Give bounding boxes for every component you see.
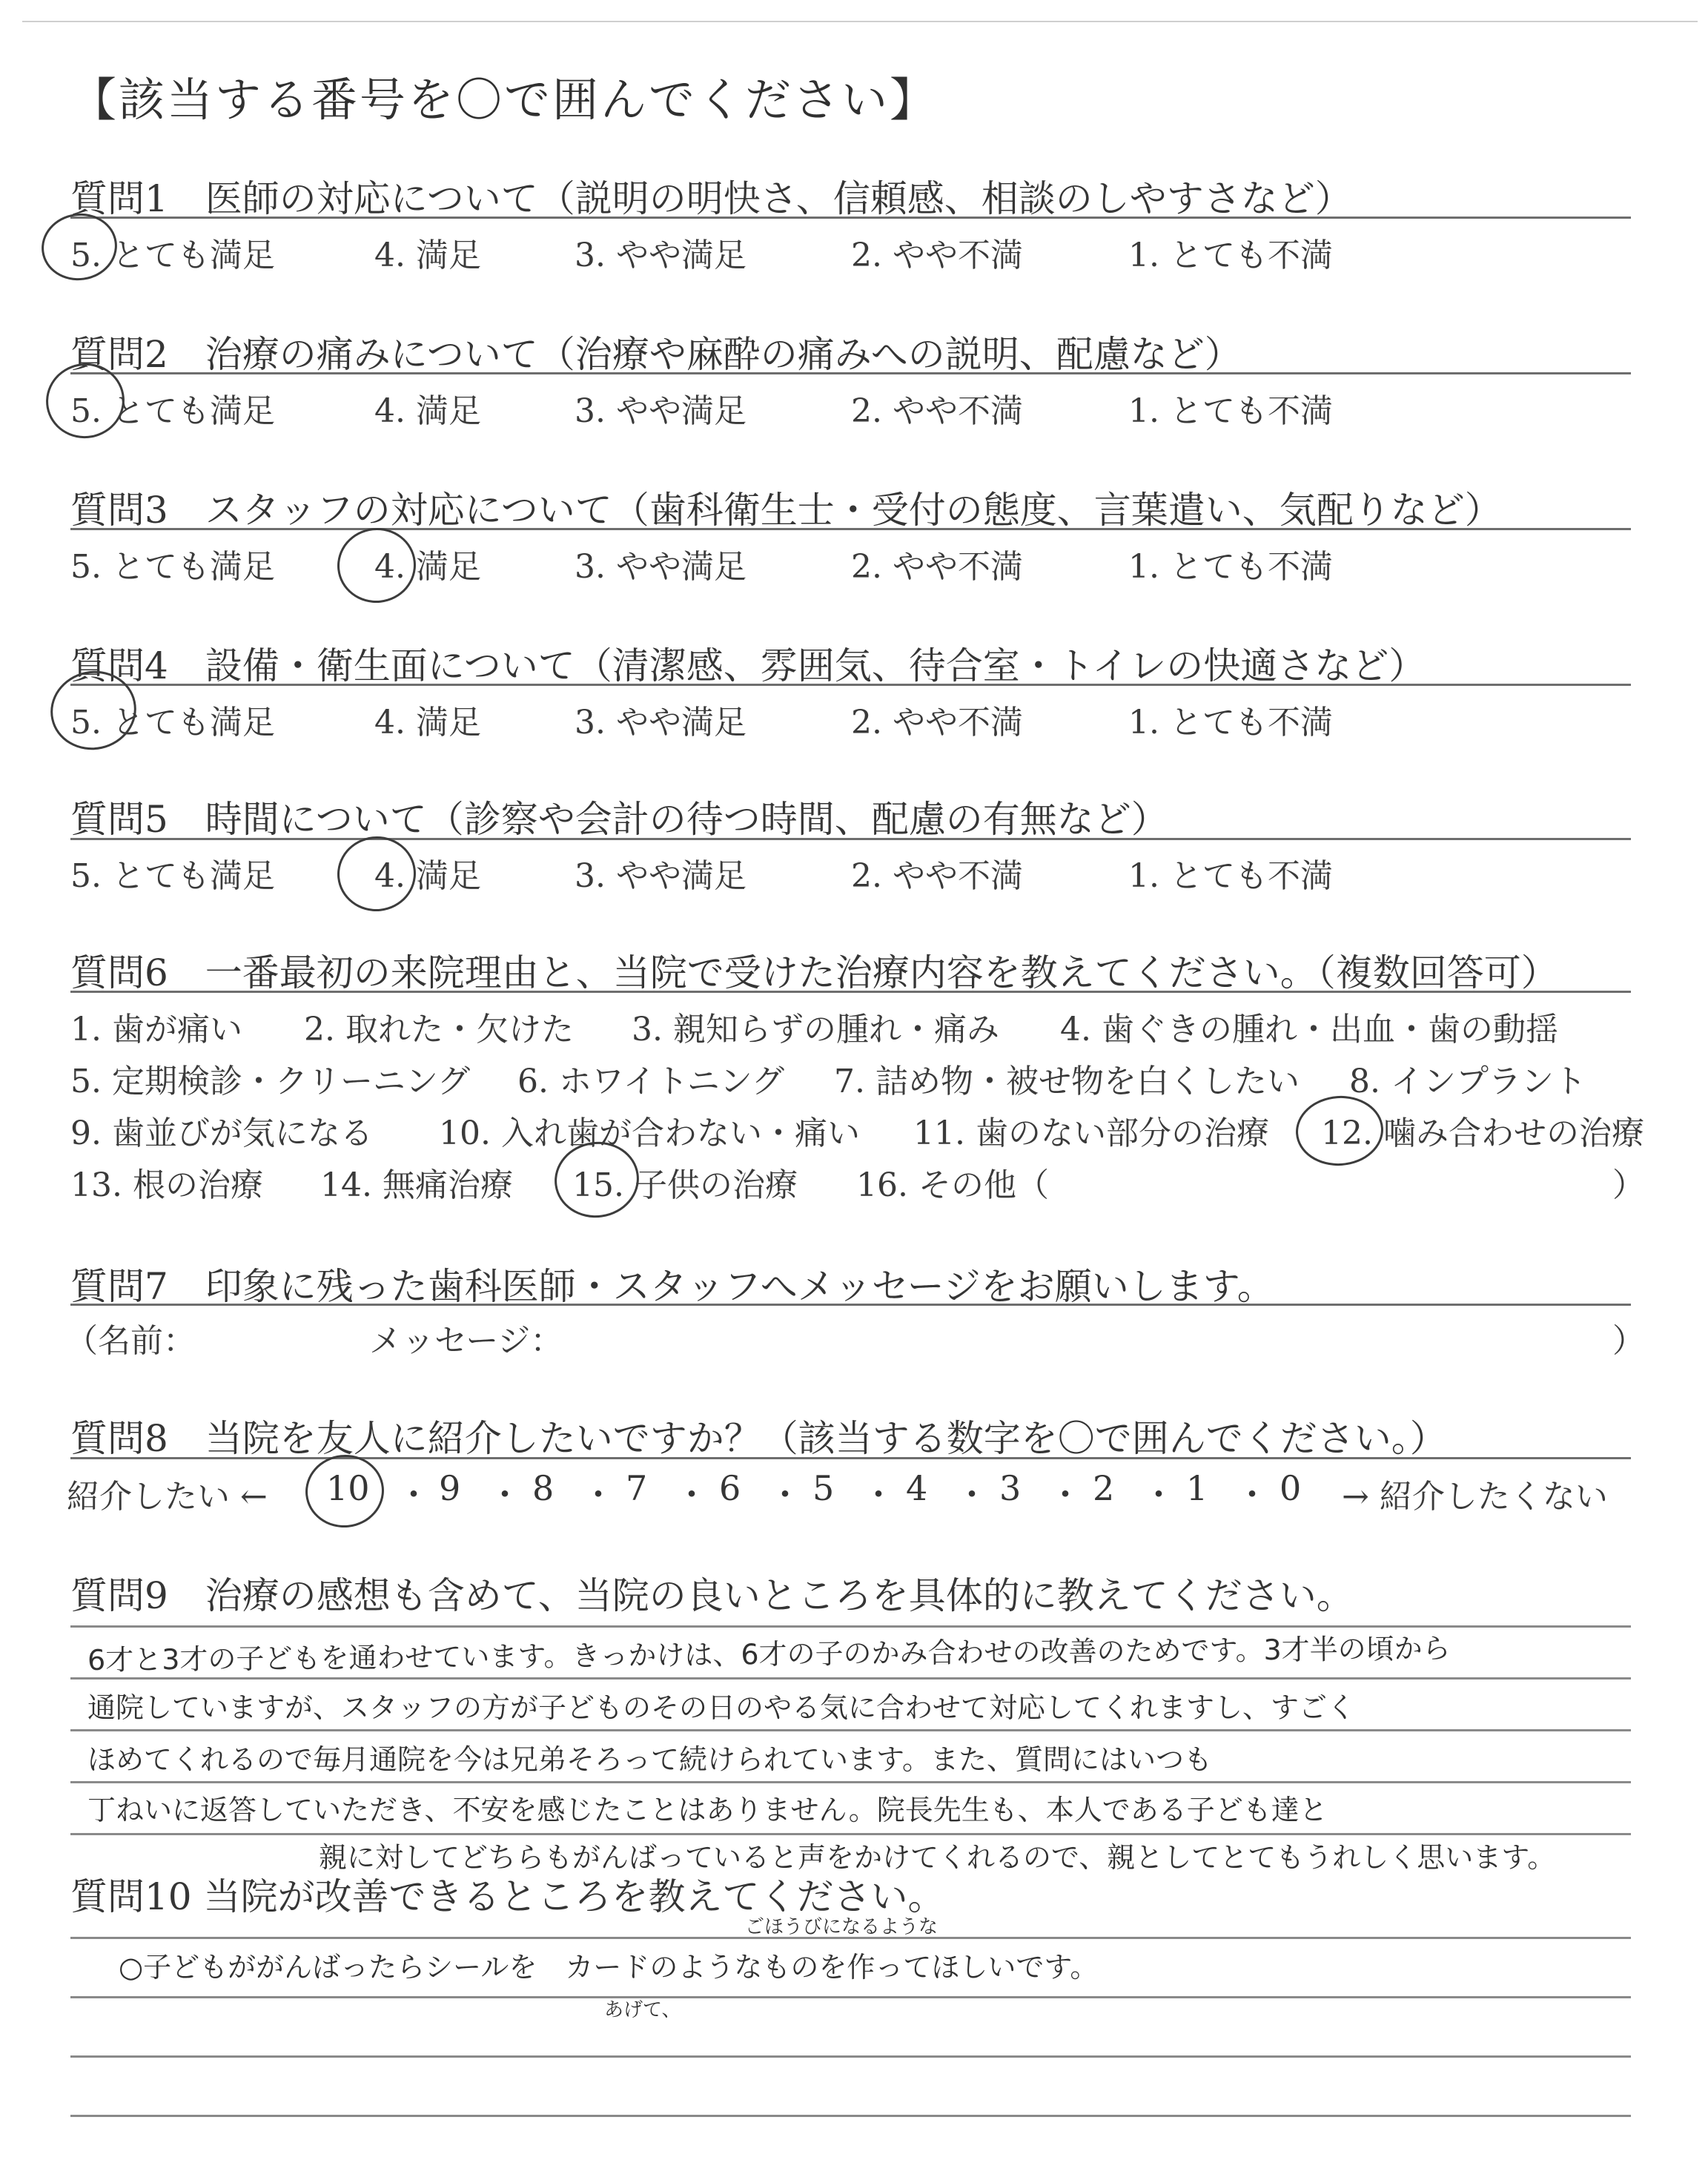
q8-heading: 質問8 当院を友人に紹介したいですか？（該当する数字を〇で囲んでください。） [70,1417,1447,1460]
q2-rule [70,372,1631,374]
q4-heading: 質問4 設備・衛生面について（清潔感、雰囲気、待合室・トイレの快適さなど） [70,644,1426,687]
q3-option-1[interactable]: 1. とても不満 [1128,548,1333,586]
q4-rule [70,684,1631,686]
q8-selection-circle [302,1451,388,1532]
q5-option-1[interactable]: 1. とても不満 [1128,857,1333,895]
q5-option-4[interactable]: 4. 満足 [374,857,481,895]
q8-scale-1[interactable]: 1 [1186,1468,1208,1508]
q9-answer-line-1: 6才と3才の子どもを通わせています。きっかけは、6才の子のかみ合わせの改善のためです。3才半の頃から [87,1631,1451,1677]
q7-rule [70,1304,1631,1306]
q8-scale-4[interactable]: 4 [906,1468,928,1508]
q7-name-label: （名前： [65,1322,196,1360]
q6-other-close-paren: ） [1612,1166,1645,1204]
q9-heading: 質問9 治療の感想も含めて、当院の良いところを具体的に教えてください。 [70,1574,1354,1617]
q8-scale-dot: ・ [1235,1475,1269,1515]
q5-option-3[interactable]: 3. やや満足 [575,857,747,895]
q8-scale-2[interactable]: 2 [1093,1468,1115,1508]
q1-option-1[interactable]: 1. とても不満 [1128,237,1333,274]
q6-option-6[interactable]: 6. ホワイトニング [517,1063,785,1100]
q10-heading: 質問10 当院が改善できるところを教えてください。 [70,1875,945,1918]
q6-option-10[interactable]: 10. 入れ歯が合わない・痛い [439,1114,860,1152]
q8-scale-dot: ・ [1048,1475,1082,1515]
q4-option-5[interactable]: 5. とても満足 [70,704,275,742]
q7-close-paren: ） [1612,1322,1645,1360]
q6-selection-circle-12 [1294,1093,1386,1169]
q9-answer-line-3: ほめてくれるので毎月通院を今は兄弟そろって続けられています。また、質問にはいつも [87,1743,1212,1776]
q9-writing-line [70,1781,1631,1783]
q6-option-2[interactable]: 2. 取れた・欠けた [304,1011,574,1048]
q6-option-8[interactable]: 8. インプラント [1349,1063,1586,1100]
q8-rule [70,1457,1631,1459]
q1-option-2[interactable]: 2. やや不満 [851,237,1023,274]
q10-answer: ○子どもががんばったらシールを カードのようなものを作ってほしいです。 [119,1951,1099,1984]
q5-option-5[interactable]: 5. とても満足 [70,857,275,895]
q1-heading: 質問1 医師の対応について（説明の明快さ、信頼感、相談のしやすさなど） [70,177,1352,220]
q1-rule [70,217,1631,219]
q4-option-2[interactable]: 2. やや不満 [851,704,1023,742]
q7-heading: 質問7 印象に残った歯科医師・スタッフへメッセージをお願いします。 [70,1265,1274,1308]
q6-option-14[interactable]: 14. 無痛治療 [320,1166,513,1204]
q9-answer-line-4: 丁ねいに返答していただき、不安を感じたことはありません。院長先生も、本人である子ども達と [87,1794,1328,1826]
q8-scale-dot: ・ [397,1475,431,1515]
q6-option-12[interactable]: 12. 噛み合わせの治療 [1321,1114,1644,1152]
q5-heading: 質問5 時間について（診察や会計の待つ時間、配慮の有無など） [70,798,1168,841]
q3-heading: 質問3 スタッフの対応について（歯科衛生士・受付の態度、言葉遣い、気配りなど） [70,489,1502,532]
page-top-border [22,21,1698,22]
q3-option-2[interactable]: 2. やや不満 [851,548,1023,586]
q8-scale-7[interactable]: 7 [626,1468,648,1508]
q8-scale-dot: ・ [861,1475,896,1515]
q4-option-3[interactable]: 3. やや満足 [575,704,747,742]
q6-option-16[interactable]: 16. その他（ [856,1166,1049,1204]
q7-message-label: メッセージ： [369,1322,563,1360]
q4-option-1[interactable]: 1. とても不満 [1128,704,1333,742]
q2-option-3[interactable]: 3. やや満足 [575,392,747,430]
q8-scale-6[interactable]: 6 [719,1468,741,1508]
q8-scale-dot: ・ [488,1475,522,1515]
q10-insert-top: ごほうびになるような [745,1916,939,1938]
q3-option-4[interactable]: 4. 満足 [374,548,481,586]
q5-option-2[interactable]: 2. やや不満 [851,857,1023,895]
q8-right-label: → 紹介したくない [1342,1478,1608,1516]
q6-option-1[interactable]: 1. 歯が痛い [70,1011,242,1048]
q10-writing-line [70,2055,1631,2058]
q2-heading: 質問2 治療の痛みについて（治療や麻酔の痛みへの説明、配慮など） [70,333,1242,376]
q6-heading: 質問6 一番最初の来院理由と、当院で受けた治療内容を教えてください。（複数回答可） [70,951,1558,994]
q8-scale-dot: ・ [675,1475,709,1515]
q2-option-5[interactable]: 5. とても満足 [70,392,275,430]
q8-scale-9[interactable]: 9 [439,1468,461,1508]
q1-option-4[interactable]: 4. 満足 [374,237,481,274]
q3-selection-circle [334,524,420,607]
q9-writing-line [70,1677,1631,1680]
q6-option-13[interactable]: 13. 根の治療 [70,1166,263,1204]
q3-rule [70,528,1631,530]
q6-option-3[interactable]: 3. 親知らずの腫れ・痛み [632,1011,999,1048]
q3-option-5[interactable]: 5. とても満足 [70,548,275,586]
q5-rule [70,838,1631,840]
q6-option-15[interactable]: 15. 子供の治療 [572,1166,798,1204]
q8-scale-dot: ・ [581,1475,615,1515]
q4-option-4[interactable]: 4. 満足 [374,704,481,742]
q8-left-label: 紹介したい ← [67,1478,268,1516]
page-title: 【該当する番号を〇で囲んでください】 [70,73,939,127]
q9-writing-line [70,1729,1631,1731]
q10-writing-line [70,1996,1631,1998]
q10-writing-line [70,2115,1631,2117]
q10-insert-bottom: あげて、 [604,1999,681,2021]
q6-rule [70,991,1631,993]
q8-scale-5[interactable]: 5 [812,1468,835,1508]
q6-option-7[interactable]: 7. 詰め物・被せ物を白くしたい [834,1063,1300,1100]
q8-scale-10[interactable]: 10 [326,1468,370,1508]
q6-option-11[interactable]: 11. 歯のない部分の治療 [913,1114,1269,1152]
q8-scale-dot: ・ [768,1475,802,1515]
q9-answer-line-2: 通院していますが、スタッフの方が子どものその日のやる気に合わせて対応してくれますし、すごく [87,1691,1356,1724]
q6-option-4[interactable]: 4. 歯ぐきの腫れ・出血・歯の動揺 [1060,1011,1558,1048]
q8-scale-3[interactable]: 3 [999,1468,1022,1508]
q1-option-3[interactable]: 3. やや満足 [575,237,747,274]
q2-option-4[interactable]: 4. 満足 [374,392,481,430]
q3-option-3[interactable]: 3. やや満足 [575,548,747,586]
q8-scale-0[interactable]: 0 [1280,1468,1302,1508]
q1-option-5[interactable]: 5. とても満足 [70,237,275,274]
q6-option-5[interactable]: 5. 定期検診・クリーニング [70,1063,471,1100]
q8-scale-dot: ・ [1142,1475,1176,1515]
q2-option-2[interactable]: 2. やや不満 [851,392,1023,430]
q2-option-1[interactable]: 1. とても不満 [1128,392,1333,430]
q9-answer-line-5: 親に対してどちらもがんばっていると声をかけてくれるので、親としてとてもうれしく思います。 [319,1841,1556,1874]
q5-selection-circle [334,833,420,916]
q8-scale-8[interactable]: 8 [532,1468,555,1508]
q8-scale-dot: ・ [955,1475,989,1515]
q6-option-9[interactable]: 9. 歯並びが気になる [70,1114,373,1152]
